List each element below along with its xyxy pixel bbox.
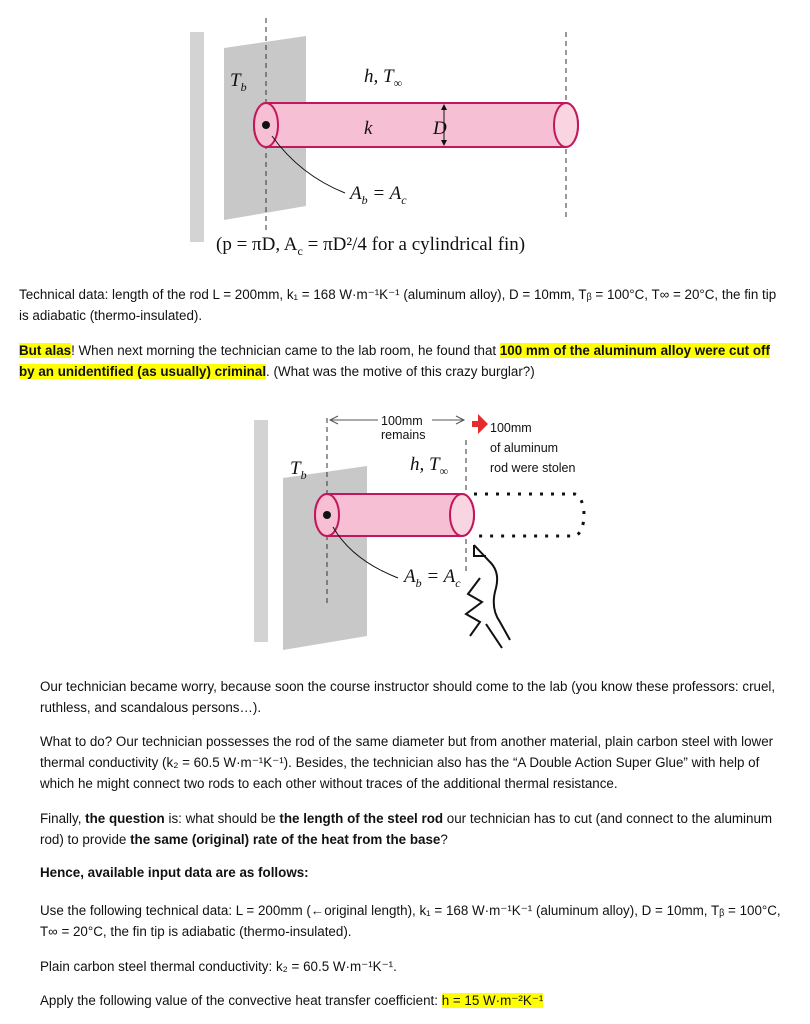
but-alas-highlight: But alas (19, 343, 72, 358)
label-area: $A_b = A_c$ (350, 183, 407, 207)
steel-conductivity-line: Plain carbon steel thermal conductivity: k₂ = 60.5 W·m⁻¹K⁻¹. (40, 959, 397, 974)
label-tb-2: $T_b$ (290, 458, 307, 482)
hand-sketch-icon (466, 545, 510, 648)
label-k: k (364, 118, 373, 139)
cut-off-highlight: 100 mm of the aluminum alloy were cut off by an unidentified (as usually) criminal (19, 343, 770, 379)
remains-label: 100mm remains (381, 414, 426, 442)
burglary-paragraph: But alas! When next morning the technician came to the lab room, he found that 100 mm of the aluminum alloy were cut off by an unidentified (as usually) criminal. (What was the motive of this crazy burglar?) (19, 343, 770, 379)
stolen-rod-outline (474, 494, 584, 536)
technical-data-paragraph: Technical data: length of the rod L = 200mm, k₁ = 168 W·m⁻¹K⁻¹ (aluminum alloy), D = 10mm, Tᵦ = 100°C, T∞ = 20°C, the fin tip is adiabatic (thermo-insulated). (19, 287, 777, 323)
input-data-paragraph: Use the following technical data: L = 200mm (←original length), k₁ = 168 W·m⁻¹K⁻¹ (aluminum alloy), D = 10mm, Tᵦ = 100°C, T∞ = 20°C, the fin tip is adiabatic (thermo-insulated). (40, 903, 781, 939)
input-data-heading: Hence, available input data are as follows: (40, 865, 309, 880)
h-value-highlight: h = 15 W·m⁻²K⁻¹ (441, 993, 544, 1008)
label-tb: $T_b$ (230, 70, 247, 94)
label-h: h, $T_\infty$ (364, 66, 403, 90)
question-paragraph: Finally, the question is: what should be the length of the steel rod our technician has to cut (and connect to the aluminum rod) to provide the same (original) rate of the heat from the base? (40, 811, 773, 847)
wall-bar-2 (254, 420, 268, 642)
label-h-2: h, $T_\infty$ (410, 454, 449, 478)
worry-paragraph: Our technician became worry, because soon the course instructor should come to the lab (you know these professors: cruel, ruthless, and scandalous persons…). (40, 679, 776, 715)
figure-1-caption: (p = πD, $A_c = \pi D^2/4$ for a cylindrical fin) (216, 234, 526, 258)
what-to-do-paragraph: What to do? Our technician possesses the rod of the same diameter but from another material, plain carbon steel with lower thermal conductivity (k₂ = 60.5 W·m⁻¹K⁻¹). Besides, the technician also has the “A Double Action Super Glue” with help of which he might connect two rods to each other without traces of the additional thermal resistance. (40, 734, 774, 791)
label-d: D (433, 118, 447, 139)
red-arrow-icon (472, 414, 488, 434)
label-area-2: $A_b = A_c$ (404, 566, 461, 590)
convection-coefficient-line: Apply the following value of the convective heat transfer coefficient: h = 15 W·m⁻²K⁻¹ (40, 993, 544, 1008)
stolen-label: 100mm of aluminum rod were stolen (490, 421, 576, 475)
